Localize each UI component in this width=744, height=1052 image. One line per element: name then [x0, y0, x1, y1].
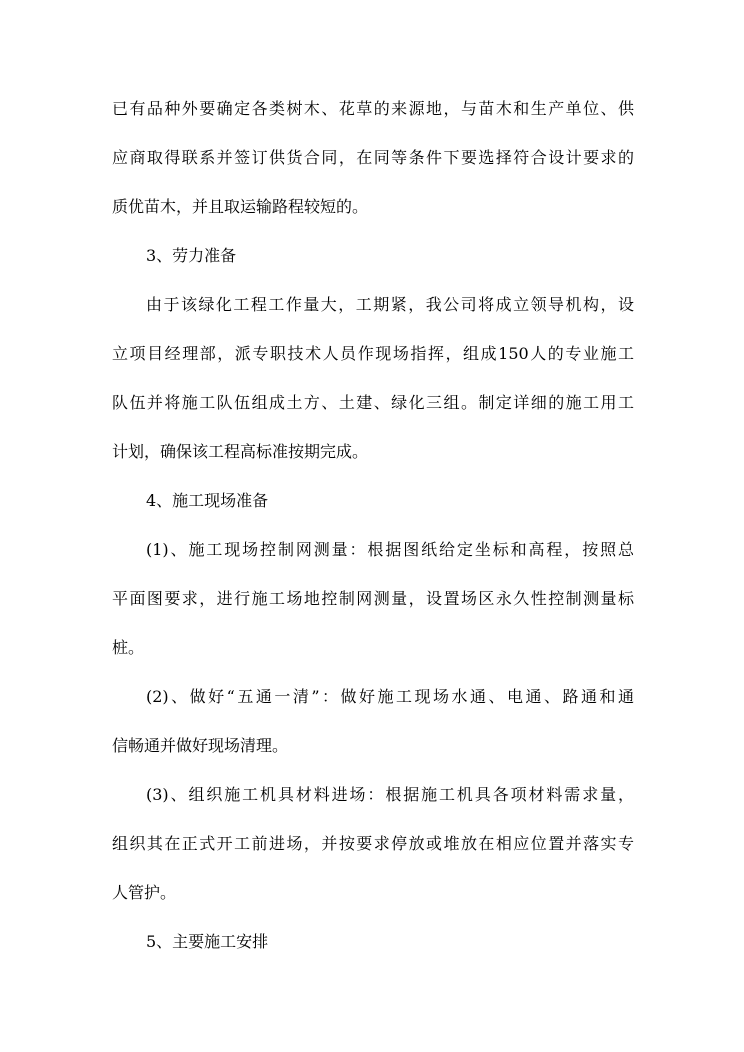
body-text-line: 队伍并将施工队伍组成土方、土建、绿化三组。制定详细的施工用工	[112, 393, 634, 412]
body-text-line: (2)、做好“五通一清”：做好施工现场水通、电通、路通和通	[146, 687, 634, 706]
body-text-line: 计划，确保该工程高标准按期完成。	[112, 442, 369, 461]
body-text-line: 由于该绿化工程工作量大，工期紧，我公司将成立领导机构，设	[146, 295, 634, 314]
body-text-line: 平面图要求，进行施工场地控制网测量，设置场区永久性控制测量标	[112, 589, 634, 608]
body-text-line: 立项目经理部，派专职技术人员作现场指挥，组成150人的专业施工	[112, 344, 634, 363]
body-text-line: 桩。	[112, 638, 145, 657]
body-text-line: 人管护。	[112, 883, 177, 902]
body-text-line: 已有品种外要确定各类树木、花草的来源地，与苗木和生产单位、供	[112, 99, 634, 118]
body-text-line: (1)、施工现场控制网测量：根据图纸给定坐标和高程，按照总	[146, 540, 634, 559]
body-text-line: (3)、组织施工机具材料进场：根据施工机具各项材料需求量，	[146, 785, 634, 804]
body-text-line: 信畅通并做好现场清理。	[112, 736, 289, 755]
body-text-line: 应商取得联系并签订供货合同，在同等条件下要选择符合设计要求的	[112, 148, 634, 167]
section-heading: 3、劳力准备	[146, 246, 237, 265]
section-heading: 5、主要施工安排	[146, 932, 269, 951]
body-text-line: 质优苗木，并且取运输路程较短的。	[112, 197, 369, 216]
section-heading: 4、施工现场准备	[146, 491, 269, 510]
body-text-line: 组织其在正式开工前进场，并按要求停放或堆放在相应位置并落实专	[112, 834, 634, 853]
